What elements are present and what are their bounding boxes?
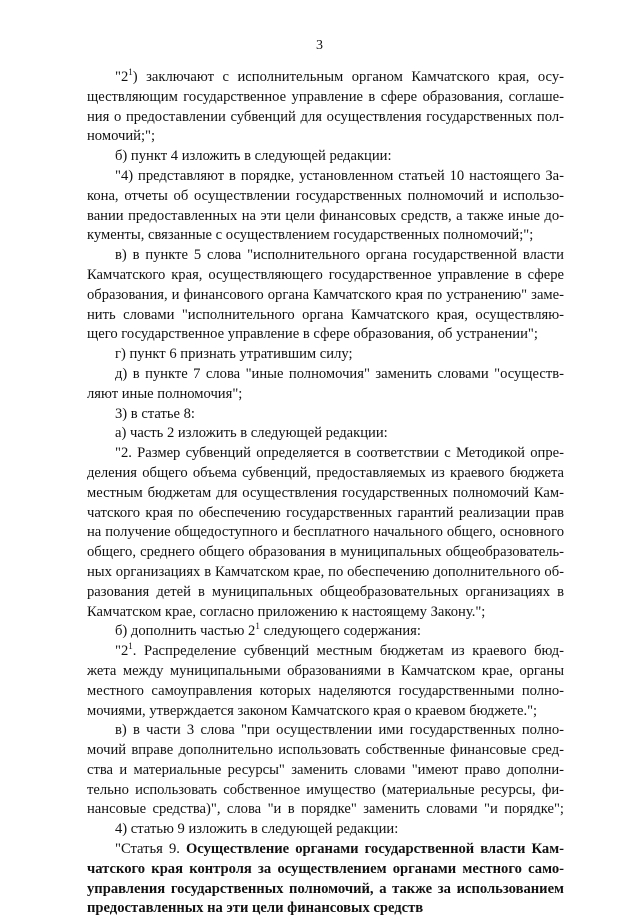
text-line: местным бюджетам для осуществления государственных полномочий Кам- <box>87 484 564 501</box>
text-line: "$2^1$. Распределение субвенций местным бюджетам из краевого бюд- <box>115 641 564 660</box>
text-line: "$2^1$) заключают с исполнительным органом Камчатского края, осу- <box>115 67 564 85</box>
text-line: разования детей в муниципальных общеобразовательных организациях в <box>87 583 564 600</box>
text-line: "2. Размер субвенций определяется в соответствии с Методикой опре- <box>115 445 564 462</box>
text-line: деления общего объема субвенций, предоставляемых из краевого бюджета <box>87 464 564 481</box>
text-line: Камчатском крае, согласно приложению к настоящему Закону."; <box>87 603 486 620</box>
text-line: в) в части 3 слова "при осуществлении ими государственных полно- <box>115 722 564 739</box>
text-line: б) пункт 4 изложить в следующей редакции: <box>115 148 392 165</box>
text-line: нансовые средства)", слова "и в порядке" заменить словами "и порядке"; <box>87 801 564 818</box>
text-line: тельно использовать собственное имущество (материальные ресурсы, фи- <box>87 781 564 798</box>
text-line: "4) представляют в порядке, установленном статьей 10 настоящего За- <box>115 167 564 184</box>
text-line: общего, среднего общего образования в муниципальных общеобразователь- <box>87 544 564 561</box>
text-line: Камчатского края, осуществляющего государственное управление в сфере <box>87 266 564 283</box>
text-line: ства и материальные ресурсы" заменить словами "имеют право дополни- <box>87 761 564 778</box>
page-number: 3 <box>316 38 323 53</box>
text-line: в) в пункте 5 слова "исполнительного органа государственной власти <box>115 247 564 264</box>
text-line: кона, отчеты об осуществлении государственных полномочий и использо- <box>87 187 564 204</box>
text-line: нить словами "исполнительного органа Камчатского края, осуществляю- <box>87 306 564 323</box>
text-line: 3) в статье 8: <box>115 405 195 422</box>
text-line <box>87 860 564 880</box>
text-line: д) в пункте 7 слова "иные полномочия" заменить словами "осуществ- <box>115 365 564 382</box>
text-line: на получение общедоступного и бесплатного начального общего, основного <box>87 524 564 541</box>
document-body <box>87 68 564 919</box>
text-line: номочий;"; <box>87 128 156 145</box>
text-line: "Статья 9. Осуществление органами государственной власти Кам- <box>115 841 564 858</box>
text-line: местного самоуправления которых наделяются государственными полно- <box>87 682 564 699</box>
text-line: мочиями, утверждается законом Камчатского края о краевом бюджете."; <box>87 702 538 719</box>
text-line: ществляющим государственное управление в сфере образования, соглаше- <box>87 88 564 105</box>
text-line: б) дополнить частью $2^1$ следующего содержания: <box>115 621 421 640</box>
bold-text: Осуществление органами государственной власти Кам- <box>185 841 564 858</box>
text-line: ных организациях в Камчатском крае, по обеспечению дополнительного об- <box>87 563 564 580</box>
bold-text: чатского края контроля за осуществлением органами местного само- <box>87 860 564 877</box>
text-line: а) часть 2 изложить в следующей редакции: <box>115 425 388 442</box>
text-line: г) пункт 6 признать утратившим силу; <box>115 346 353 363</box>
bold-text: управления государственных полномочий, а также за использованием <box>87 880 564 897</box>
text-line: щего государственное управление в сфере образования, об устранении"; <box>87 326 538 343</box>
text-line: жета между муниципальными образованиями в Камчатском крае, органы <box>87 662 564 679</box>
text-line <box>87 880 564 900</box>
text-line <box>87 899 564 919</box>
text-line: ния о предоставлении субвенций для осуществления государственных пол- <box>87 108 564 125</box>
text-line: чатского края по обеспечению государственных гарантий реализации прав <box>87 504 564 521</box>
text-line: вании предоставленных на эти цели финансовых средств, а также иные до- <box>87 207 564 224</box>
bold-text: предоставленных на эти цели финансовых средств <box>87 900 424 917</box>
text-line: образования, и финансового органа Камчатского края по устранению" заме- <box>87 286 564 303</box>
text-line: 4) статью 9 изложить в следующей редакции: <box>115 821 399 838</box>
text-line: мочий вправе дополнительно использовать собственные финансовые сред- <box>87 742 564 759</box>
text-line: ляют иные полномочия"; <box>87 385 243 402</box>
text-line: кументы, связанные с осуществлением государственных полномочий;"; <box>87 227 534 244</box>
